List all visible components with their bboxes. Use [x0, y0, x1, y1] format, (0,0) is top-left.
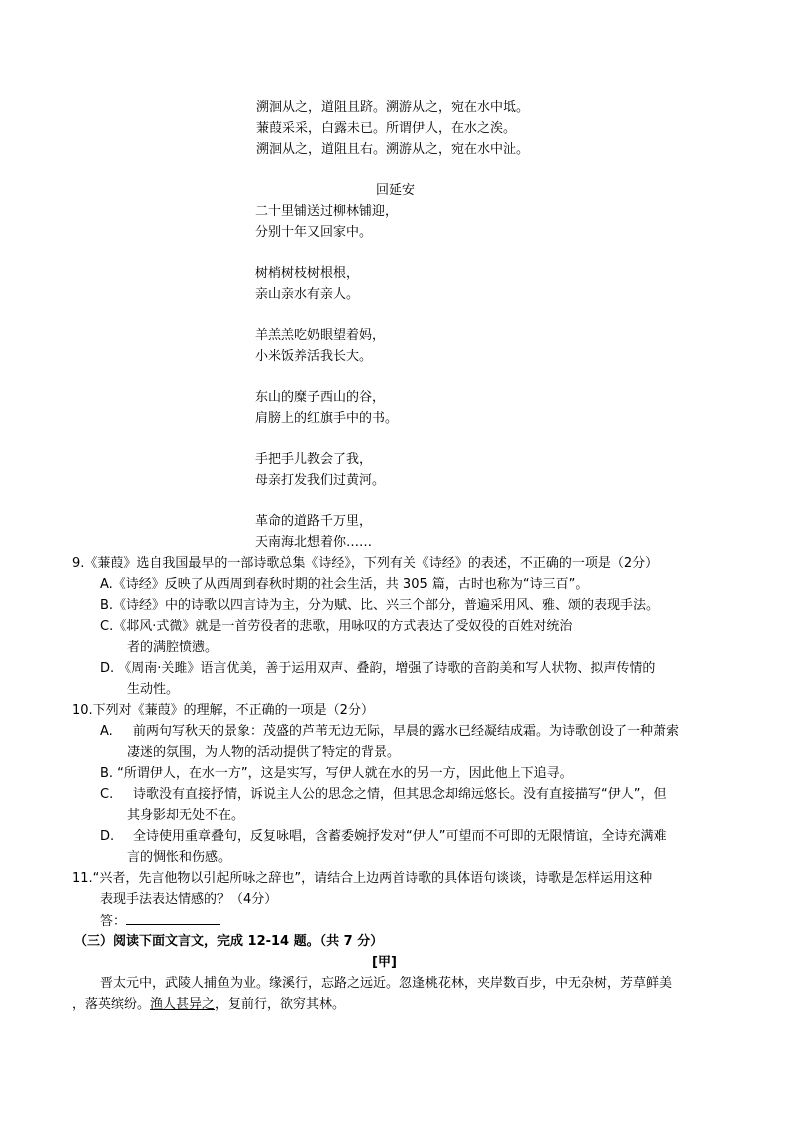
poem2-line: 东山的糜子西山的谷，	[255, 390, 386, 405]
poem2-line: 肩膀上的红旗手中的书。	[255, 411, 399, 426]
q10-option-c-cont: 其身影却无处不在。	[127, 808, 245, 823]
poem1-line-1: 溯洄从之，道阻且跻。溯游从之，宛在水中坻。	[256, 100, 530, 115]
q11-stem-cont: 表现手法表达情感的？（4分）	[100, 892, 278, 907]
q10-stem: 10.下列对《蒹葭》的理解，不正确的一项是（2分）	[72, 703, 374, 718]
q9-option-c-cont: 者的满腔愤懑。	[127, 640, 219, 655]
section3-paragraph: 晋太元中，武陵人捕鱼为业。缘溪行，忘路之远近。忽逢桃花林，夹岸数百步，中无杂树，芳草鲜美	[100, 976, 673, 991]
poem1-line-3: 溯洄从之，道阻且右。溯游从之，宛在水中沚。	[256, 142, 530, 157]
q10-option-d-cont: 言的惆怅和伤感。	[127, 850, 232, 865]
q10-option-b: B. “所谓伊人，在水一方”，这是实写，写伊人就在水的另一方，因此他上下追寻。	[100, 766, 573, 781]
q9-stem: 9.《蒹葭》选自我国最早的一部诗歌总集《诗经》，下列有关《诗经》的表述，不正确的一项是（2分）	[72, 556, 659, 571]
poem2-line: 羊羔羔吃奶眼望着妈，	[255, 328, 386, 343]
q10-option-a-cont: 凄迷的氛围，为人物的活动提供了特定的背景。	[127, 745, 401, 760]
q11-answer	[100, 912, 220, 931]
poem2-title: 回延安	[376, 183, 416, 198]
section3-heading: （三）阅读下面文言文，完成 12-14 题。（共 7 分）	[74, 934, 384, 949]
q10-option-d-label: D.	[100, 829, 115, 844]
q10-option-a-label: A.	[100, 724, 113, 739]
q9-option-a: A.《诗经》反映了从西周到春秋时期的社会生活，共 305 篇，古时也称为“诗三百”。	[100, 577, 589, 592]
q11-stem: 11.“兴者，先言他物以引起所咏之辞也”，请结合上边两首诗歌的具体语句谈谈，诗歌是怎样运用这种	[72, 871, 653, 886]
text-run: ，复前行，欲穷其林。	[215, 997, 346, 1012]
poem2-line: 二十里铺送过柳林铺迎，	[255, 204, 399, 219]
q10-option-a: 前两句写秋天的景象：茂盛的芦苇无边无际，早晨的露水已经凝结成霜。为诗歌创设了一种萧索	[133, 724, 680, 739]
poem2-line: 革命的道路千万里，	[255, 514, 373, 529]
poem2-line: 手把手儿教会了我，	[255, 452, 373, 467]
section3-subheading: [甲]	[372, 955, 397, 970]
q9-option-b: B.《诗经》中的诗歌以四言诗为主，分为赋、比、兴三个部分，普遍采用风、雅、颂的表现手法。	[100, 598, 660, 613]
section3-paragraph-cont	[72, 996, 345, 1014]
underlined-phrase: 渔人甚异之	[150, 997, 216, 1012]
q9-option-c: C.《邶风·式微》就是一首劳役者的悲歌，用咏叹的方式表达了受奴役的百姓对统治	[100, 619, 573, 634]
q10-option-d: 全诗使用重章叠句，反复咏唱，含蓄委婉抒发对“伊人”可望而不可即的无限情谊，全诗充满难	[133, 829, 667, 844]
poem2-line: 小米饭养活我长大。	[255, 349, 373, 364]
poem1-line-2: 蒹葭采采，白露未已。所谓伊人，在水之涘。	[256, 121, 517, 136]
text-run: ，落英缤纷。	[72, 997, 151, 1012]
q10-option-c: 诗歌没有直接抒情，诉说主人公的思念之情，但其思念却绵远悠长。没有直接描写“伊人”，但	[133, 787, 667, 802]
poem2-line: 分别十年又回家中。	[255, 225, 373, 240]
poem2-line: 母亲打发我们过黄河。	[255, 473, 386, 488]
poem2-line: 亲山亲水有亲人。	[255, 287, 360, 302]
q9-option-d-cont: 生动性。	[127, 682, 180, 697]
q11-answer-label: 答：	[100, 914, 127, 929]
answer-blank[interactable]	[126, 912, 220, 925]
q9-option-d: D. 《周南·关雎》语言优美，善于运用双声、叠韵，增强了诗歌的音韵美和写人状物、拟声传情的	[100, 661, 656, 676]
poem2-line: 天南海北想着你……	[255, 535, 373, 550]
poem2-line: 树梢树枝树根根，	[255, 266, 360, 281]
q10-option-c-label: C.	[100, 787, 114, 802]
